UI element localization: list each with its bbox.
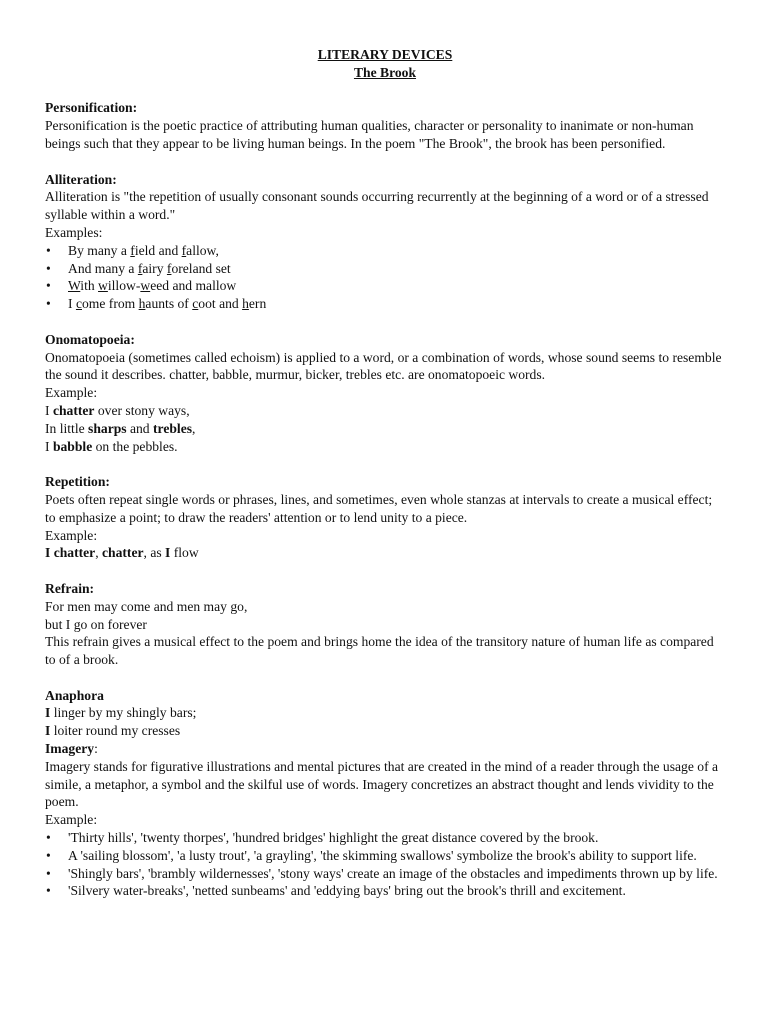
anaphora-heading: Anaphora — [45, 687, 104, 703]
imagery-example-label: Example: — [45, 812, 98, 828]
imagery-text: Imagery stands for figurative illustrations and mental pictures that are created in the mind of a reader through the usage of a simile, a metaphor, a symbol and the skilful use of words. Imagery concretizes an abstract thought and lends vividity to the poem. — [45, 758, 719, 810]
refrain-heading: Refrain: — [45, 580, 95, 596]
document-title: LITERARY DEVICES — [317, 47, 453, 62]
list-item: • By many a field and fallow, — [45, 242, 725, 260]
onomatopoeia-line-3: I babble on the pebbles. — [45, 438, 178, 454]
onomatopoeia-heading: Onomatopoeia: — [45, 331, 135, 347]
refrain-text: This refrain gives a musical effect to the poem and brings home the idea of the transitory nature of human life as compared to of a brook. — [45, 634, 714, 668]
list-item: • 'Shingly bars', 'brambly wildernesses', 'stony ways' create an image of the obstacles and impediments thrown up by life. — [45, 865, 725, 883]
list-item: • With willow-weed and mallow — [45, 277, 725, 295]
alliteration-heading: Alliteration: — [45, 171, 117, 187]
list-item: • 'Thirty hills', 'twenty thorpes', 'hundred bridges' highlight the great distance covered by the brook. — [45, 829, 725, 847]
repetition-example-line: I chatter, chatter, as I flow — [45, 545, 199, 561]
imagery-list — [45, 829, 725, 900]
refrain-line-2: but I go on forever — [45, 616, 147, 632]
imagery-heading: Imagery: — [45, 741, 98, 757]
list-item: • A 'sailing blossom', 'a lusty trout', 'a grayling', 'the skimming swallows' symbolize the brook's ability to support life. — [45, 847, 725, 865]
onomatopoeia-line-2: In little sharps and trebles, — [45, 420, 196, 436]
document-subtitle: The Brook — [353, 64, 417, 80]
alliteration-examples-label: Examples: — [45, 224, 103, 240]
repetition-text: Poets often repeat single words or phrases, lines, and sometimes, even whole stanzas at intervals to create a musical effect; to emphasize a point; to draw the readers' attention or to lend unity to a piece. — [45, 491, 713, 525]
alliteration-text: Alliteration is "the repetition of usually consonant sounds occurring recurrently at the beginning of a word or of a stressed syllable within a word." — [45, 189, 709, 223]
repetition-heading: Repetition: — [45, 474, 110, 490]
personification-text: Personification is the poetic practice of attributing human qualities, character or personality to inanimate or non-human beings such that they appear to be living human beings. In the poem "The Brook", the brook has been personified. — [45, 118, 694, 151]
onomatopoeia-text: Onomatopoeia (sometimes called echoism) is applied to a word, or a combination of words, whose sound seems to resemble the sound it describes. chatter, babble, murmur, bicker, trebles etc. are onomatopoeic words. — [45, 349, 722, 383]
alliteration-list — [45, 242, 725, 313]
list-item: • And many a fairy foreland set — [45, 260, 725, 278]
document-page — [45, 46, 725, 900]
personification-heading: Personification: — [45, 100, 138, 116]
list-item: • 'Silvery water-breaks', 'netted sunbeams' and 'eddying bays' bring out the brook's thrill and excitement. — [45, 882, 725, 900]
repetition-example-label: Example: — [45, 527, 98, 543]
anaphora-line-2: I loiter round my cresses — [45, 723, 181, 739]
onomatopoeia-example-label: Example: — [45, 385, 98, 401]
anaphora-line-1: I linger by my shingly bars; — [45, 705, 197, 721]
refrain-line-1: For men may come and men may go, — [45, 598, 248, 614]
onomatopoeia-line-1: I chatter over stony ways, — [45, 402, 190, 418]
list-item: • I come from haunts of coot and hern — [45, 295, 725, 313]
